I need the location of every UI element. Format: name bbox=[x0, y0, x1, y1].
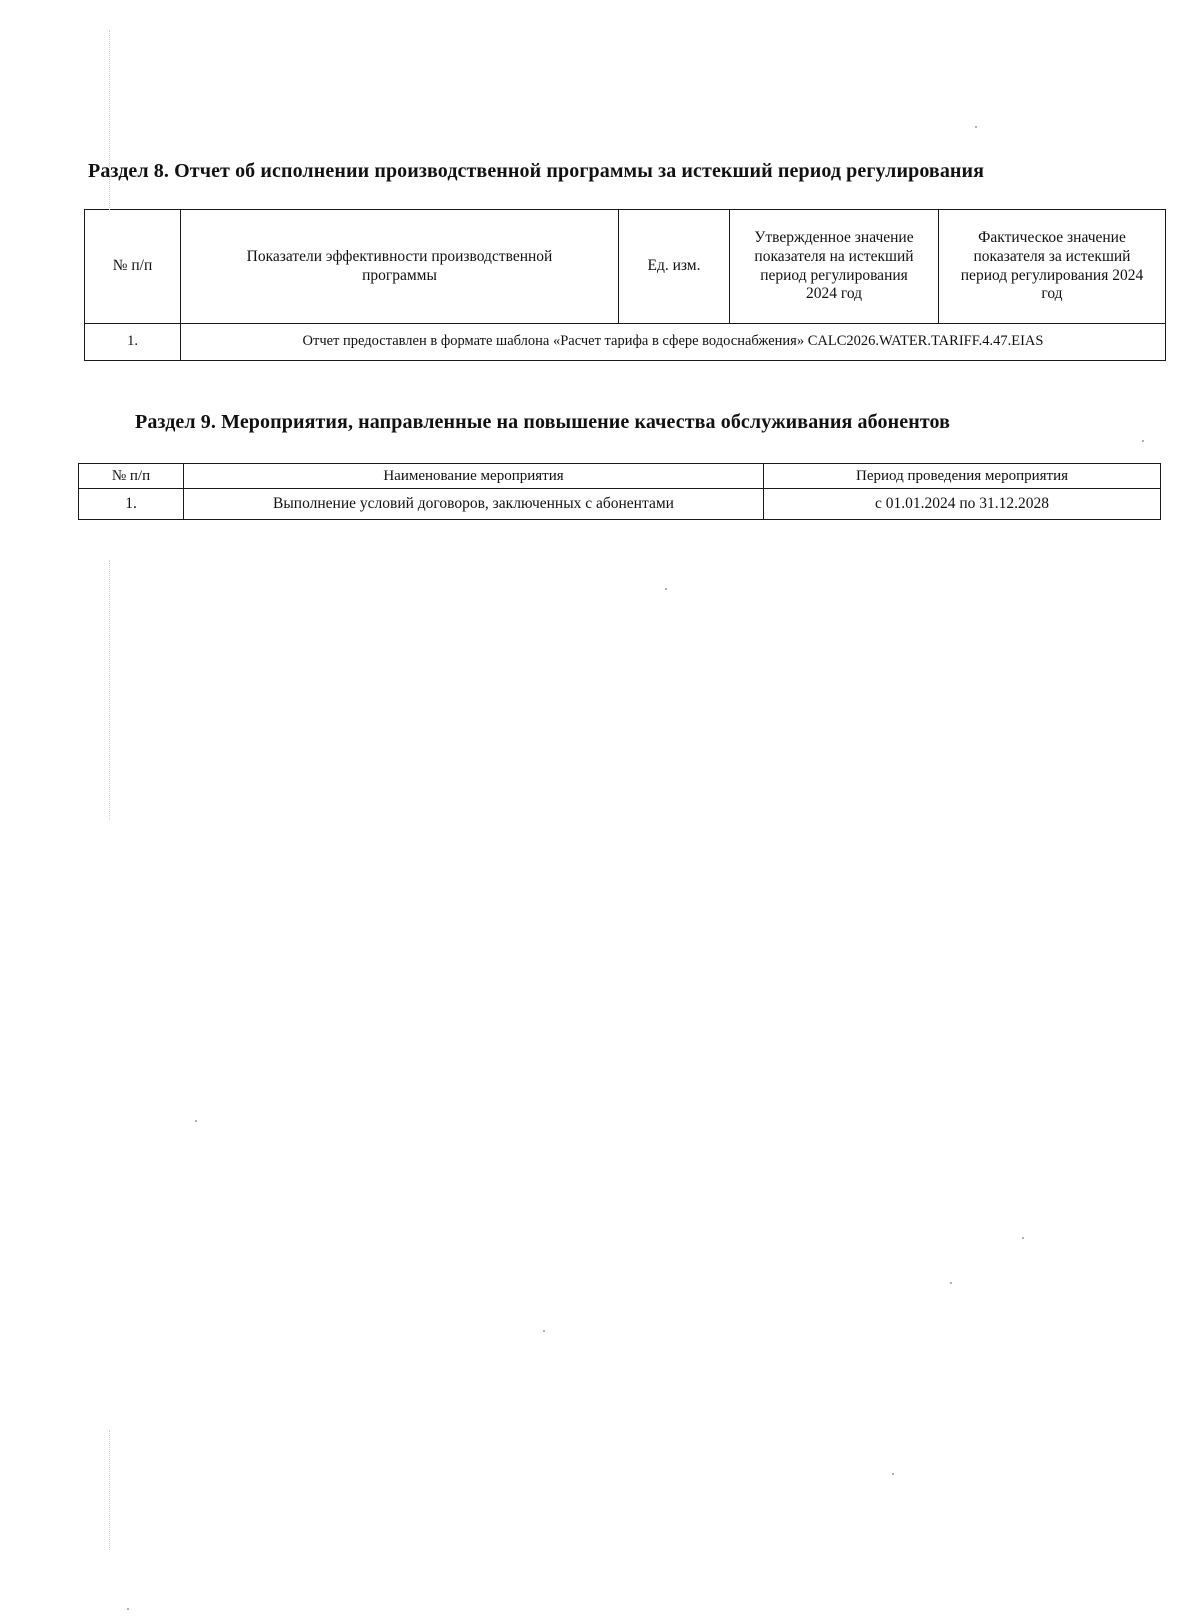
scan-speck bbox=[950, 1282, 952, 1284]
scan-speck bbox=[892, 1473, 894, 1475]
scan-margin-dots bbox=[109, 560, 111, 820]
scan-speck bbox=[1142, 440, 1144, 442]
row-num: 1. bbox=[85, 324, 181, 361]
header-approved: Утвержденное значение показателя на истекший период регулирования 2024 год bbox=[730, 210, 939, 324]
section-8-title: Раздел 8. Отчет об исполнении производственной программы за истекший период регулирования bbox=[88, 160, 985, 182]
header-unit: Ед. изм. bbox=[619, 210, 730, 324]
scan-speck bbox=[195, 1120, 197, 1122]
scan-speck bbox=[665, 588, 667, 590]
header-actual: Фактическое значение показателя за истекший период регулирования 2024 год bbox=[939, 210, 1166, 324]
header-num: № п/п bbox=[79, 464, 184, 489]
scan-speck bbox=[127, 1608, 129, 1610]
header-num: № п/п bbox=[85, 210, 181, 324]
section-9-title: Раздел 9. Мероприятия, направленные на повышение качества обслуживания абонентов bbox=[135, 411, 950, 433]
scan-margin-dots bbox=[109, 1430, 111, 1550]
header-name: Наименование мероприятия bbox=[184, 464, 764, 489]
row-activity-period: с 01.01.2024 по 31.12.2028 bbox=[764, 489, 1161, 520]
row-num: 1. bbox=[79, 489, 184, 520]
scan-margin-dots bbox=[109, 30, 111, 210]
section-9-table bbox=[78, 463, 1161, 520]
row-activity-name: Выполнение условий договоров, заключенных с абонентами bbox=[184, 489, 764, 520]
scan-speck bbox=[1022, 1237, 1024, 1239]
scan-speck bbox=[975, 126, 977, 128]
table-header-row bbox=[85, 210, 1166, 324]
header-period: Период проведения мероприятия bbox=[764, 464, 1161, 489]
table-row bbox=[85, 324, 1166, 361]
scan-speck bbox=[543, 1330, 545, 1332]
table-row bbox=[79, 489, 1161, 520]
section-8-table bbox=[84, 209, 1166, 361]
row-report-note: Отчет предоставлен в формате шаблона «Расчет тарифа в сфере водоснабжения» CALC2026.WATER.TARIFF.4.47.EIAS bbox=[181, 324, 1166, 361]
table-header-row bbox=[79, 464, 1161, 489]
header-indicators: Показатели эффективности производственной программы bbox=[181, 210, 619, 324]
